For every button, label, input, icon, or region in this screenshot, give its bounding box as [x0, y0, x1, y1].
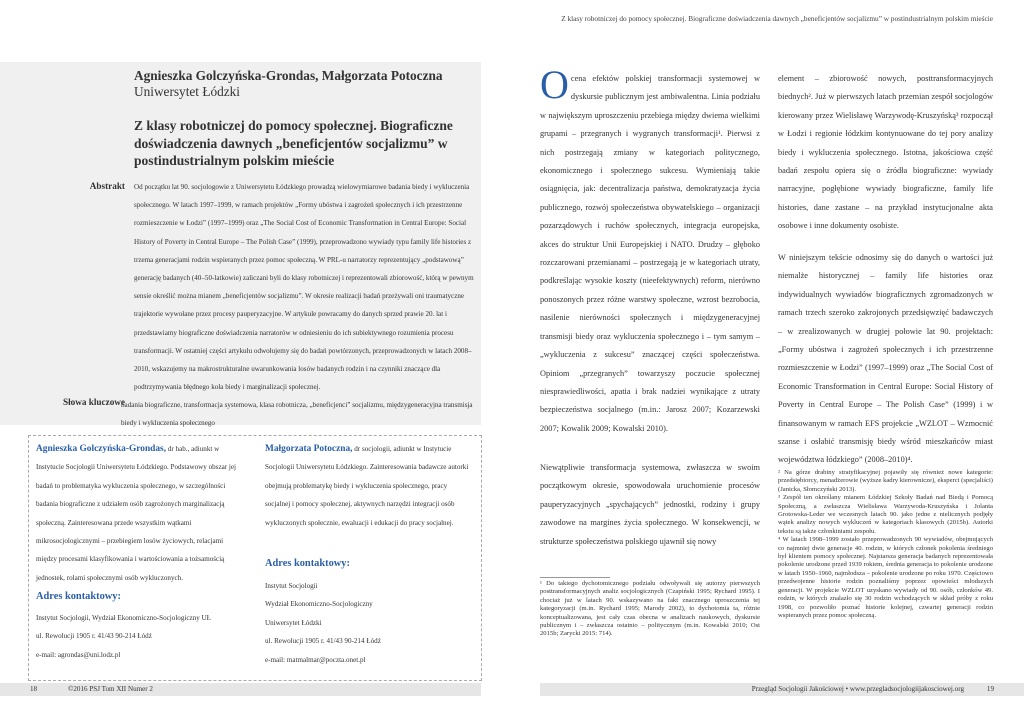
contact-2 [265, 577, 475, 669]
paragraph-1: cena efektów polskiej transformacji systemowej w dyskursie publicznym jest ambiwalentna. Linia podziału w największym uproszczeniu przebiega między dwiema wielkimi grupami – przegranych i wygranych transformacji¹. Pierwsi z nich postrzegają zmiany w kategoriach politycznego, ekonomicznego i społecznego sukcesu. Wymieniają takie osiągnięcia, jak: decentralizacja państwa, demokratyzacja życia publicznego, rozwój społeczeństwa obywatelskiego – organizacji pozarządowych i ruchów społecznych, integracja europejska, akces do struktur Unii Europejskiej i NATO. Drudzy – głęboko rozczarowani przemianami – postrzegają je w kategoriach utraty, podkreślając wysokie koszty (nieefektywnych) reform, nierówno ponoszonych przez różne warstwy społeczne, wzrost bezrobocia, nasilenie nierówności społecznych i międzygeneracyjnej transmisji biedy oraz wykluczenia społecznego i – tym samym – „wykluczenia z sukcesu” znaczącej części społeczeństwa. Opiniom „przegranych” towarzyszy poczucie społecznej niesprawiedliwości, apatia i brak nadziei wynikające z utraty bezpieczeństwa socjalnego (m.in.: Jarosz 2007; Kozarzewski 2007; Kowalik 2009; Kowalski 2010). [540, 74, 760, 433]
footnote-1: ¹ Do takiego dychotomicznego podziału odwoływali się autorzy pierwszych posttransformacyjnych analiz socjologicznych (Czapiński 1995; Rychard 1995). I chociaż już w latach 90. wskazywano na fakt znacznego uproszczenia tej kategoryzacji (m.in. Rychard 1995; Marody 2002), to dychotomia ta, różnie konceptualizowana, jest cały czas obecna w analizach naukowych, dyskursie publicznym i – zwłaszcza ostatnio – politycznym (m.in. Kowalski 2010; Ost 2015b; Zarycki 2015: 714). [540, 580, 760, 638]
contact-2-line: Instytut Socjologii [265, 582, 318, 590]
footnote-4: ⁴ W latach 1998–1999 zostało przeprowadzonych 90 wywiadów, obejmujących co najmniej dwie generacje 40. rodzin, w których członek pokolenia średniego był klientem pomocy społecznej. Najstarsza generacja badanych reprezentowała pokolenie urodzone przed 1939 rokiem, średnia generacja to pokolenie urodzone w latach 1950–1960, najmłodsza – pokolenie urodzone po roku 1970. Częściowo przedwojenne historie rodzin poznaliśmy poprzez opowieści młodszych generacji. W projekcie WZLOT uzyskano wywiady od 90. osób, członków 49. rodzin, w których znalazło się 30 rodzin wchodzących w skład próby z roku 1998, co pozwoliło poznać historie kolejnej, czwartej generacji rodzin wspieranych przez pomoc społeczną. [778, 536, 993, 619]
page-number-left: 18 [30, 685, 38, 693]
page-number-right: 19 [986, 685, 994, 693]
drop-cap: O [540, 62, 569, 107]
running-header: Z klasy robotniczej do pomocy społecznej. Biograficzne doświadczenia dawnych „beneficjentów socjalizmu” w postindustrialnym polskim mieście [561, 14, 993, 23]
author-bio-1 [36, 440, 241, 587]
contact-1-line: ul. Rewolucji 1905 r. 41/43 90-214 Łódź [36, 632, 152, 641]
body-column-1 [540, 62, 760, 438]
footnotes-column-1 [540, 577, 760, 639]
journal-footer: Przegląd Socjologii Jakościowej • www.przegladsocjologiijakosciowej.org [751, 685, 964, 693]
keywords-label: Słowa kluczowe [62, 397, 125, 407]
author-1-name: Agnieszka Golczyńska-Grondas, [36, 444, 167, 454]
contact-heading-1: Adres kontaktowy: [36, 591, 121, 602]
article-title: Z klasy robotniczej do pomocy społecznej. Biograficzne doświadczenia dawnych „beneficjentów socjalizmu” w postindustrialnym polskim mieście [134, 118, 453, 168]
contact-2-line: Wydział Ekonomiczno-Socjologiczny [265, 600, 373, 609]
footnote-2: ² Na górze drabiny stratyfikacyjnej pojawiły się również nowe kategorie: przedsiębiorcy, menadżerowie (wyższe kadry kierownicze), eksperci (specjaliści) (Janicka, Słomczyński 2013). [778, 469, 993, 493]
paragraph-2: Niewątpliwie transformacja systemowa, zwłaszcza w swoim początkowym okresie, spowodowała uruchomienie procesów pauperyzacyjnych „spychających” jednostki, rodziny i grupy zawodowe na margines życia społecznego. W konsekwencji, w strukturze społeczeństwa polskiego ujawnił się nowy [540, 463, 760, 546]
authors: Agnieszka Golczyńska-Grondas, Małgorzata Potoczna [134, 68, 443, 83]
paragraph-4: W niniejszym tekście odnosimy się do danych o wartości już niemalże historycznej – family life histories oraz indywidualnych wywiadów biograficznych zgromadzonych w ramach trzech szeroko zakrojonych przedsięwzięć badawczych – w zrealizowanych w drugiej połowie lat 90. projektach: „Formy ubóstwa i zagrożeń społecznych i ich przestrzenne rozmieszczenie w Łodzi” (1997–1999) oraz „The Social Cost of Economic Transformation in Central Europe: Social History of Poverty in Central Europe – The Polish Case” (1999) i w finansowanym w ramach EFS projekcie „WZLOT – Wzmocnić szanse i osłabić transmisję biedy wśród mieszkańców miast województwa łódzkiego” (2008–2010)⁴. [778, 253, 993, 465]
abstract-text: Od początku lat 90. socjologowie z Uniwersytetu Łódzkiego prowadzą wielowymiarowe badania biedy i wykluczenia społecznego. W latach 1997–1999, w ramach projektów „Formy ubóstwa i zagrożeń społecznych i ich przestrzenne rozmieszczenie w Łodzi” (1997–1999) oraz „The Social Cost of Economic Transformation in Central Europe: Social History of Poverty in Central Europe – The Polish Case” (1999), przeprowadzono wywiady typu family life histories z trzema generacjami rodzin wspieranych przez pomoc społeczną. W PRL-u narratorzy reprezentujący „podstawową” generację badanych (40–50-latkowie) zaliczani byli do klasy robotniczej i reprezentowali zbiorowość, którą w pewnym sensie określić można mianem „beneficjentów socjalizmu”. W okresie realizacji badań przeżywali oni traumatyczne trajektorie wywołane przez procesy pauperyzacyjne. W artykule powracamy do danych sprzed prawie 20. lat i przedstawiamy biograficzne doświadczenia narratorów w odniesieniu do ich subiektywnego rozumienia procesu transformacji. W ostatniej części artykułu odwołujemy się do badań powtórzonych, przeprowadzonych w latach 2008–2010, wskazujemy na makrostrukturalne uwarunkowania losów badanych rodzin i na czynniki znaczące dla podtrzymywania błędnego koła biedy i marginalizacji społecznej. [134, 183, 474, 392]
author-2-name: Małgorzata Potoczna, [265, 444, 353, 454]
author-bio-2 [265, 440, 470, 532]
contact-heading-2: Adres kontaktowy: [265, 558, 350, 569]
copyright: ©2016 PSJ Tom XII Numer 2 [68, 685, 153, 693]
contact-1-email[interactable]: e-mail: agrondas@uni.lodz.pl [36, 650, 121, 659]
university: Uniwersytet Łódzki [134, 84, 240, 99]
footnote-rule [540, 577, 610, 578]
footnotes-column-2 [778, 469, 993, 620]
keywords-text: badania biograficzne, transformacja systemowa, klasa robotnicza, „beneficjenci” socjalizmu, międzygeneracyjna transmisja biedy i wykluczenia społecznego [121, 401, 473, 427]
contact-1-line: Instytut Socjologii, Wydział Ekonomiczno-Socjologiczny UŁ [36, 614, 211, 622]
author-1-bio: dr hab., adiunkt w Instytucie Socjologii Uniwersytetu Łódzkiego. Podstawowy obszar jej badań to problematyka wykluczenia społecznego, w szczególności badania biograficzne z udziałem osób zagrożonych marginalizacją społeczną. Zainteresowana przede wszystkim wątkami mikrosocjologicznymi – przebiegiem losów życiowych, relacjami między procesami klasyfikowania i wartościowania a tożsamością jednostek, rolami społecznymi osób wykluczonych. [36, 445, 236, 582]
contact-2-line: Uniwersytet Łódzki [265, 618, 322, 627]
contact-2-email[interactable]: e-mail: matmalmar@poczta.onet.pl [265, 655, 366, 664]
contact-1 [36, 609, 246, 664]
paragraph-3: element – zbiorowość nowych, posttransformacyjnych biednych². Już w pierwszych latach przemian zespół socjologów kierowany przez Wielisławę Warzywodę-Kruszyńską³ rozpoczął w Łodzi i regionie łódzkim kontynuowane do tej pory analizy biedy i wykluczenia społecznego. Istotna, jakościowa część badań zespołu opiera się o źródła biograficzne: wywiady narracyjne, pogłębione wywiady biograficzne, family life histories, dane zastane – na przykład instytucjonalne akta osobowe i inne dokumenty osobiste. [778, 74, 993, 231]
abstract-label: Abstrakt [89, 181, 125, 191]
footnote-3: ³ Zespół ten określany mianem Łódzkiej Szkoły Badań nad Biedą i Pomocą Społeczną, a zwłaszcza Wielisława Warzywoda-Kruszyńska i Jolanta Grotowska-Leder we wczesnych latach 90. jako jedne z nielicznych podjęły wątek analizy nowych wykluczeń w kategoriach klasowych (2015b). Autorki tekstu są także członkiniami zespołu. [778, 494, 993, 535]
author-2-bio: dr socjologii, adiunkt w Instytucie Socjologii Uniwersytetu Łódzkiego. Zainteresowania badawcze autorki obejmują problematykę biedy i wykluczenia społecznego, pracy socjalnej i pomocy społecznej, aktywnych narzędzi integracji osób wykluczonych społecznie, ewaluacji i edukacji do pracy socjalnej. [265, 445, 469, 527]
contact-2-line: ul. Rewolucji 1905 r. 41/43 90-214 Łódź [265, 637, 381, 646]
